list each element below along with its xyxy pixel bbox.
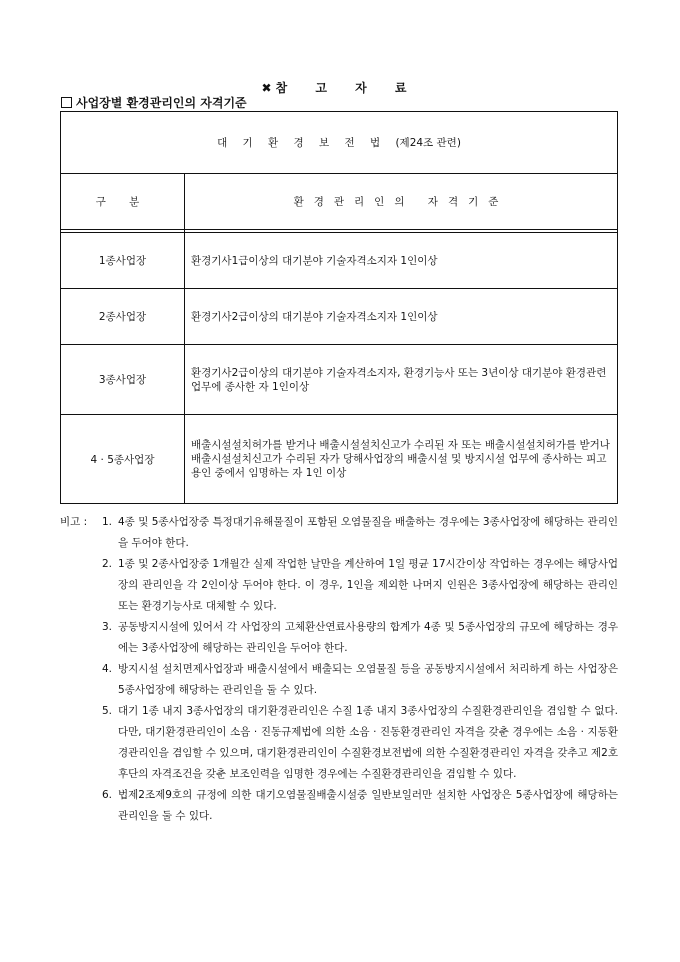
page-title-text: 참 고 자 료 bbox=[275, 81, 419, 95]
note-text: 1종 및 2종사업장중 1개월간 실제 작업한 날만을 계산하여 1일 평균 17시간이상 작업하는 경우에는 해당사업장의 관리인을 각 2인이상 두어야 한다. 이 경우, 1인을 제외한 나머지 인원은 3종사업장에 해당하는 관리인 또는 환경기능사로 대체할 수 있다. bbox=[118, 558, 618, 612]
row-category: 2종사업장 bbox=[61, 289, 185, 345]
row-requirement: 배출시설설치허가를 받거나 배출시설설치신고가 수리된 자 또는 배출시설설치허가를 받거나 배출시설설치신고가 수리된 자가 당해사업장의 배출시설 및 방지시설 업무에 종사하는 피고용인 중에서 임명하는 자 1인 이상 bbox=[185, 415, 618, 504]
note-number: 1. bbox=[102, 516, 113, 528]
row-requirement: 환경기사2급이상의 대기분야 기술자격소지자 1인이상 bbox=[185, 289, 618, 345]
row-requirement: 환경기사1급이상의 대기분야 기술자격소지자 1인이상 bbox=[185, 233, 618, 289]
note-text: 대기 1종 내지 3종사업장의 대기환경관리인은 수질 1종 내지 3종사업장의 수질환경관리인을 겸임할 수 없다. 다만, 대기환경관리인이 소음 · 진동규제법에 의한 소음 · 진동환경관리인 자격을 갖춘 경우에는 소음 · 지동환경관리인을 겸임할 수 있으며, 대기환경관리인이 수질환경보전법에 의한 수질환경관리인 자격을 갖추고 제2호 후단의 자격조건을 갖춘 보조인력을 임명한 경우에는 수질환경관리인을 겸임할 수 있다. bbox=[118, 705, 618, 780]
note-text: 4종 및 5종사업장중 특정대기유해물질이 포함된 오염물질을 배출하는 경우에는 3종사업장에 해당하는 관리인을 두어야 한다. bbox=[118, 516, 618, 549]
note-number: 6. bbox=[102, 789, 113, 801]
table-row bbox=[61, 345, 618, 415]
note-item bbox=[60, 554, 618, 617]
checkbox-icon bbox=[61, 97, 72, 108]
column-header-category: 구 분 bbox=[61, 174, 185, 230]
law-title-cell bbox=[61, 112, 618, 174]
law-reference: (제24조 관련) bbox=[395, 137, 461, 149]
note-item bbox=[60, 659, 618, 701]
table-row bbox=[61, 415, 618, 504]
notes-label: 비고 : bbox=[60, 516, 88, 528]
table-header-row bbox=[61, 174, 618, 230]
notes-section bbox=[60, 512, 618, 827]
column-header-requirement: 환경관리인의 자격기준 bbox=[185, 174, 618, 230]
note-item bbox=[60, 617, 618, 659]
note-text: 법제2조제9호의 규정에 의한 대기오염물질배출시설중 일반보일러만 설치한 사업장은 5종사업장에 해당하는 관리인을 둘 수 있다. bbox=[118, 789, 618, 822]
reference-mark-icon: ✖ bbox=[261, 81, 272, 95]
row-category: 1종사업장 bbox=[61, 233, 185, 289]
table-row bbox=[61, 289, 618, 345]
table-row bbox=[61, 233, 618, 289]
note-number: 5. bbox=[102, 705, 113, 717]
row-category: 3종사업장 bbox=[61, 345, 185, 415]
qualification-table bbox=[60, 111, 618, 504]
note-text: 공동방지시설에 있어서 각 사업장의 고체환산연료사용량의 합계가 4종 및 5종사업장의 규모에 해당하는 경우에는 3종사업장에 해당하는 관리인을 두어야 한다. bbox=[118, 621, 618, 654]
note-number: 4. bbox=[102, 663, 113, 675]
note-item bbox=[60, 701, 618, 785]
row-category: 4 · 5종사업장 bbox=[61, 415, 185, 504]
note-number: 3. bbox=[102, 621, 113, 633]
section-heading-text: 사업장별 환경관리인의 자격기준 bbox=[76, 96, 247, 110]
section-heading bbox=[61, 94, 247, 111]
note-item bbox=[60, 785, 618, 827]
note-item bbox=[60, 512, 618, 554]
note-number: 2. bbox=[102, 558, 113, 570]
row-requirement: 환경기사2급이상의 대기분야 기술자격소지자, 환경기능사 또는 3년이상 대기분야 환경관련업무에 종사한 자 1인이상 bbox=[185, 345, 618, 415]
note-text: 방지시설 설치면제사업장과 배출시설에서 배출되는 오염물질 등을 공동방지시설에서 처리하게 하는 사업장은 5종사업장에 해당하는 관리인을 둘 수 있다. bbox=[118, 663, 618, 696]
law-title: 대 기 환 경 보 전 법 bbox=[217, 137, 387, 149]
